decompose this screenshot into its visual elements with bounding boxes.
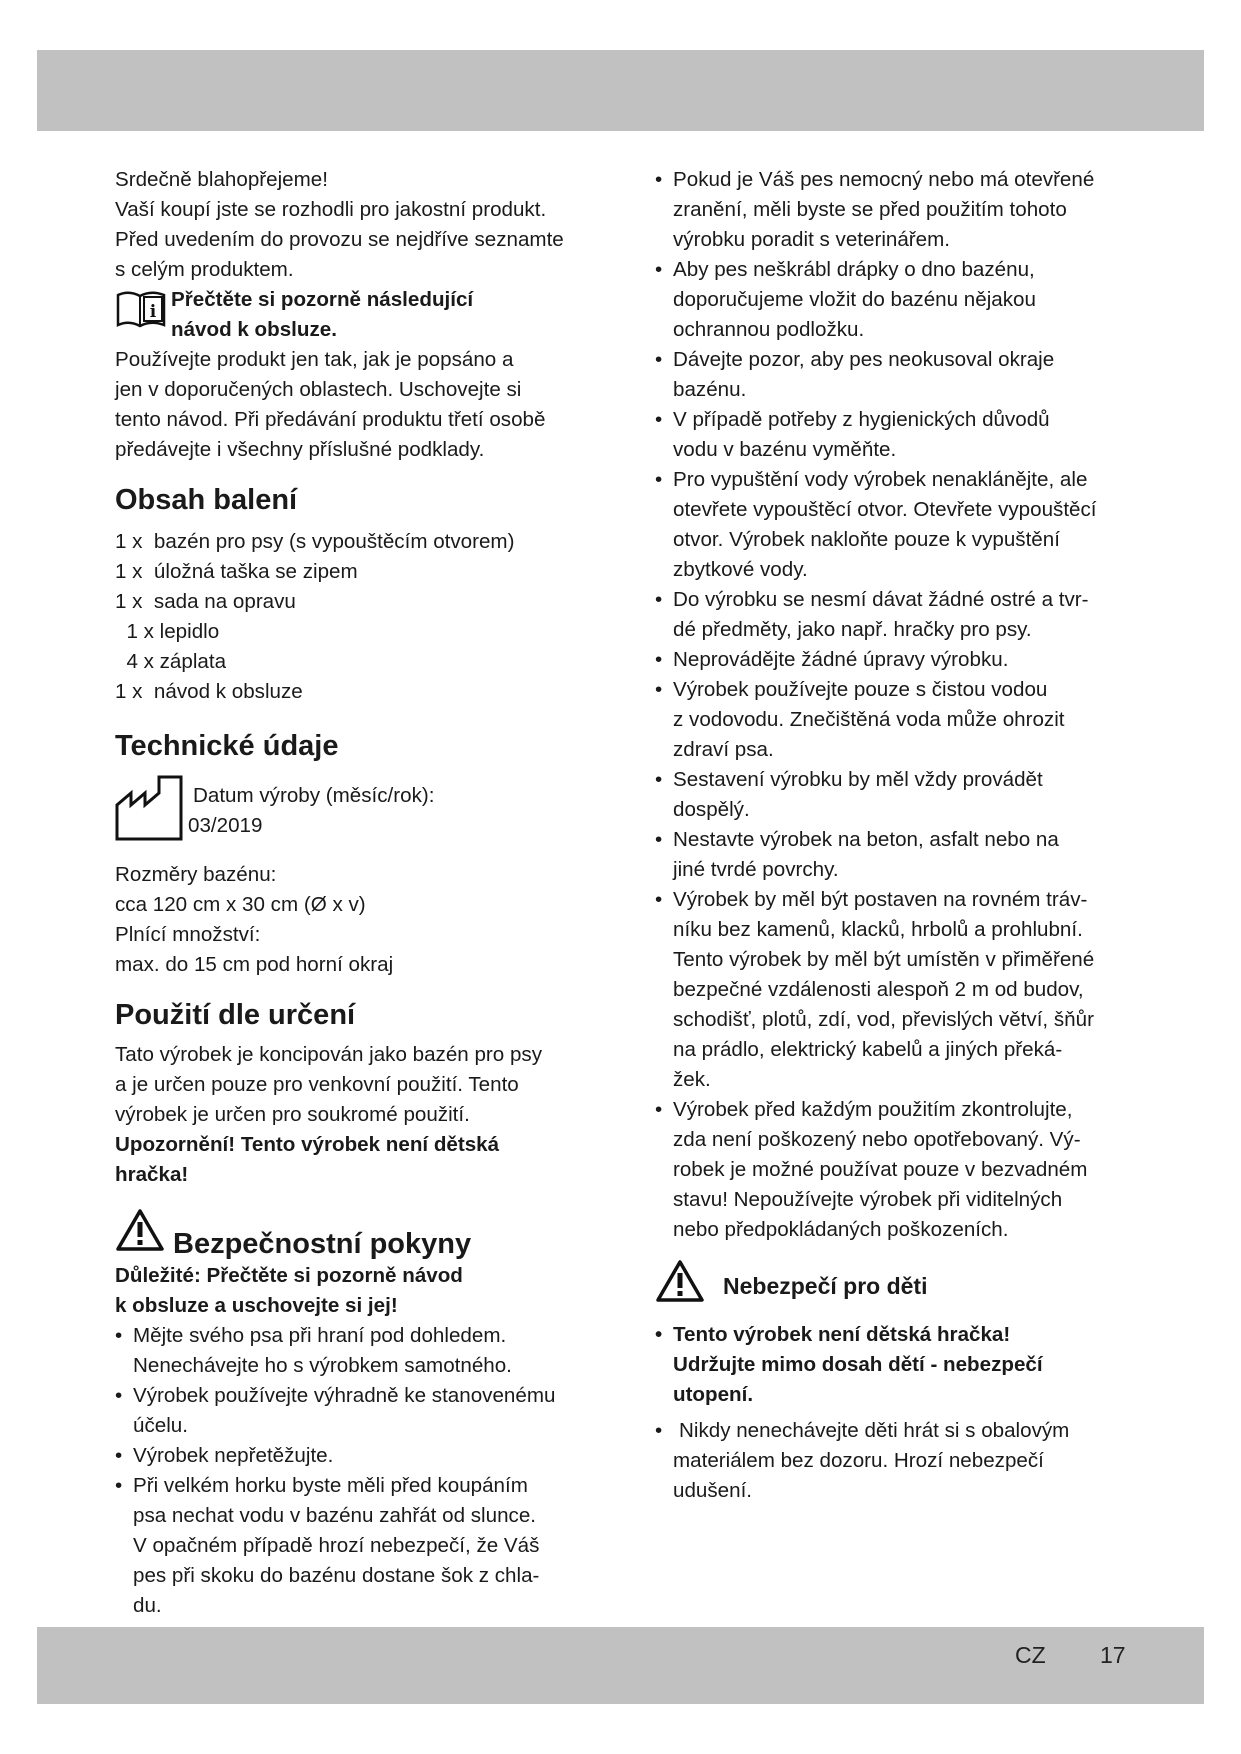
- bullet-line: Při velkém horku byste měli před koupáním: [133, 1474, 528, 1497]
- bullet-line: udušení.: [673, 1479, 753, 1502]
- safety-bullet: • Dávejte pozor, aby pes neokusoval okraje bazénu.: [655, 345, 1127, 405]
- bullet-line: jiné tvrdé povrchy.: [673, 858, 839, 881]
- safety-bullet: • Mějte svého psa při hraní pod dohledem. Nenechávejte ho s výrobkem samotného.: [115, 1321, 605, 1381]
- safety-bullet: • Pokud je Váš pes nemocný nebo má otevřené zranění, měli byste se před použitím tohoto výrobku poradit s veterinářem.: [655, 165, 1127, 255]
- usage-line: tento návod. Při předávání produktu třetí osobě: [115, 408, 546, 431]
- bullet-line: psa nechat vodu v bazénu zahřát od slunce.: [133, 1504, 536, 1527]
- manufacture-date: [115, 775, 605, 850]
- use-line: Tato výrobek je koncipován jako bazén pro psy: [115, 1043, 542, 1066]
- safety-bullet: • Výrobek by měl být postaven na rovném tráv- níku bez kamenů, klacků, hrbolů a prohlubní. Tento výrobek by měl být umístěn v přiměřené bezpečné vzdálenosti alespoň 2 m od budov, schodišť, plotů, zdí, vod, převislých větví, šňůr na prádlo, elektrický kabelů a jiných překá- žek.: [655, 885, 1127, 1095]
- safety-bullet: • Výrobek používejte výhradně ke stanovenému účelu.: [115, 1381, 605, 1441]
- bullet-line: otvor. Výrobek nakloňte pouze k vypuštění: [673, 528, 1060, 551]
- manufacture-date-icon: [115, 775, 183, 850]
- children-bullet: • Nikdy nenechávejte děti hrát si s obalovým materiálem bez dozoru. Hrozí nebezpečí udušení.: [655, 1416, 1127, 1506]
- bullet-line: Do výrobku se nesmí dávat žádné ostré a tvr-: [673, 588, 1089, 611]
- bullet-line: utopení.: [673, 1383, 754, 1406]
- bullet-line: zda není poškozený nebo opotřebovaný. Vý-: [673, 1128, 1081, 1151]
- bullet-line: Výrobek nepřetěžujte.: [133, 1444, 334, 1467]
- bullet-line: vodu v bazénu vyměňte.: [673, 438, 897, 461]
- bullet-line: pes při skoku do bazénu dostane šok z chla-: [133, 1564, 540, 1587]
- bullet-line: nebo předpokládaných poškozeních.: [673, 1218, 1009, 1241]
- bullet-line: du.: [133, 1594, 162, 1617]
- bullet-line: z vodovodu. Znečištěná voda může ohrozit: [673, 708, 1065, 731]
- usage-line: jen v doporučených oblastech. Uschovejte si: [115, 378, 522, 401]
- bullet-line: robek je možné používat pouze v bezvadném: [673, 1158, 1088, 1181]
- bullet-line: bezpečné vzdálenosti alespoň 2 m od budov,: [673, 978, 1084, 1001]
- bullet-line: schodišť, plotů, zdí, vod, převislých větví, šňůr: [673, 1008, 1094, 1031]
- mfg-label: Datum výroby (měsíc/rok):: [193, 784, 435, 807]
- bullet-line: Neprovádějte žádné úpravy výrobku.: [673, 648, 1009, 671]
- bullet-line: Výrobek by měl být postaven na rovném tráv-: [673, 888, 1088, 911]
- contents-item: 1 x bazén pro psy (s vypouštěcím otvorem): [115, 530, 515, 553]
- section-title-children: Nebezpečí pro děti: [723, 1272, 928, 1299]
- bullet-line: žek.: [673, 1068, 711, 1091]
- intro-line: s celým produktem.: [115, 258, 294, 281]
- bullet-line: bazénu.: [673, 378, 747, 401]
- bullet-line: Sestavení výrobku by měl vždy provádět: [673, 768, 1043, 791]
- bullet-line: doporučujeme vložit do bazénu nějakou: [673, 288, 1036, 311]
- bullet-line: V případě potřeby z hygienických důvodů: [673, 408, 1050, 431]
- safety-bullet: • Aby pes neškrábl drápky o dno bazénu, doporučujeme vložit do bazénu nějakou ochrannou podložku.: [655, 255, 1127, 345]
- intro-line: Srdečně blahopřejeme!: [115, 168, 328, 191]
- safety-bullet: • Při velkém horku byste měli před koupáním psa nechat vodu v bazénu zahřát od slunce. V opačném případě hrozí nebezpečí, že Váš pes při skoku do bazénu dostane šok z chla- du.: [115, 1471, 605, 1621]
- bullet-line: dé předměty, jako např. hračky pro psy.: [673, 618, 1032, 641]
- bullet-line: otevřete vypouštěcí otvor. Otevřete vypouštěcí: [673, 498, 1097, 521]
- safety-bullet: • Neprovádějte žádné úpravy výrobku.: [655, 645, 1127, 675]
- bullet-line: zbytkové vody.: [673, 558, 808, 581]
- contents-item: 1 x sada na opravu: [115, 590, 296, 613]
- safety-heading: [115, 1208, 605, 1261]
- tech-line: cca 120 cm x 30 cm (Ø x v): [115, 893, 366, 916]
- safety-bullet: • Do výrobku se nesmí dávat žádné ostré a tvr- dé předměty, jako např. hračky pro psy.: [655, 585, 1127, 645]
- tech-line: Plnící množství:: [115, 923, 261, 946]
- section-title-contents: Obsah balení: [115, 484, 298, 516]
- bullet-line: Aby pes neškrábl drápky o dno bazénu,: [673, 258, 1035, 281]
- safety-bullet: • Pro vypuštění vody výrobek nenaklánějte, ale otevřete vypouštěcí otvor. Otevřete vypouštěcí otvor. Výrobek nakloňte pouze k vypuštění zbytkové vody.: [655, 465, 1127, 585]
- usage-line: předávejte i všechny příslušné podklady.: [115, 438, 485, 461]
- page-number: 17: [1100, 1642, 1126, 1668]
- section-title-safety: Bezpečnostní pokyny: [173, 1228, 472, 1260]
- use-warning: Upozornění! Tento výrobek není dětská: [115, 1133, 500, 1156]
- tech-line: max. do 15 cm pod horní okraj: [115, 953, 394, 976]
- bullet-line: výrobku poradit s veterinářem.: [673, 228, 950, 251]
- safety-bullet: • Výrobek před každým použitím zkontrolujte, zda není poškozený nebo opotřebovaný. Vý- robek je možné používat pouze v bezvadném stavu! Nepoužívejte výrobek při viditelných nebo předpokládaných poškozeních.: [655, 1095, 1127, 1245]
- notice-text: Přečtěte si pozorně následující: [171, 288, 474, 311]
- svg-text:i: i: [149, 302, 157, 322]
- safety-bullet: • Sestavení výrobku by měl vždy provádět dospělý.: [655, 765, 1127, 825]
- bullet-line: stavu! Nepoužívejte výrobek při viditelných: [673, 1188, 1063, 1211]
- important-line: k obsluze a uschovejte si jej!: [115, 1294, 398, 1317]
- safety-bullet: • V případě potřeby z hygienických důvodů vodu v bazénu vyměňte.: [655, 405, 1127, 465]
- warning-triangle-icon: [115, 1208, 165, 1261]
- mfg-value: 03/2019: [188, 814, 263, 837]
- section-title-tech: Technické údaje: [115, 730, 339, 762]
- contents-item: 4 x záplata: [115, 650, 227, 673]
- read-manual-notice: [115, 285, 605, 345]
- bullet-line: Tento výrobek by měl být umístěn v přiměřené: [673, 948, 1095, 971]
- safety-bullet: • Výrobek používejte pouze s čistou vodou z vodovodu. Znečištěná voda může ohrozit zdraví psa.: [655, 675, 1127, 765]
- bullet-line: Dávejte pozor, aby pes neokusoval okraje: [673, 348, 1055, 371]
- tech-line: Rozměry bazénu:: [115, 863, 277, 886]
- intro-line: Před uvedením do provozu se nejdříve seznamte: [115, 228, 564, 251]
- bullet-line: ochrannou podložku.: [673, 318, 865, 341]
- right-column: [655, 165, 1127, 1506]
- bullet-line: Pokud je Váš pes nemocný nebo má otevřené: [673, 168, 1095, 191]
- intro-line: Vaší koupí jste se rozhodli pro jakostní produkt.: [115, 198, 547, 221]
- bullet-line: Výrobek před každým použitím zkontrolujte,: [673, 1098, 1073, 1121]
- bullet-line: zdraví psa.: [673, 738, 774, 761]
- bullet-line: dospělý.: [673, 798, 750, 821]
- use-line: a je určen pouze pro venkovní použití. Tento: [115, 1073, 519, 1096]
- bullet-line: materiálem bez dozoru. Hrozí nebezpečí: [673, 1449, 1044, 1472]
- safety-bullet: • Výrobek nepřetěžujte.: [115, 1441, 605, 1471]
- info-book-icon: [115, 285, 167, 342]
- section-title-use: Použití dle určení: [115, 999, 356, 1031]
- bullet-line: Udržujte mimo dosah dětí - nebezpečí: [673, 1353, 1043, 1376]
- bullet-line: Výrobek používejte pouze s čistou vodou: [673, 678, 1048, 701]
- bullet-line: zranění, měli byste se před použitím tohoto: [673, 198, 1067, 221]
- use-line: výrobek je určen pro soukromé použití.: [115, 1103, 470, 1126]
- use-warning: hračka!: [115, 1163, 189, 1186]
- bullet-line: Pro vypuštění vody výrobek nenaklánějte, ale: [673, 468, 1088, 491]
- header-band: [37, 50, 1204, 131]
- warning-triangle-icon: [655, 1259, 705, 1312]
- footer-language: CZ: [1015, 1642, 1046, 1668]
- contents-item: 1 x lepidlo: [115, 620, 220, 643]
- notice-text: návod k obsluze.: [171, 318, 337, 341]
- bullet-line: Výrobek používejte výhradně ke stanovenému: [133, 1384, 556, 1407]
- bullet-line: V opačném případě hrozí nebezpečí, že Váš: [133, 1534, 540, 1557]
- children-heading: [655, 1259, 1127, 1312]
- bullet-line: na prádlo, elektrický kabelů a jiných překá-: [673, 1038, 1063, 1061]
- left-column: [115, 165, 605, 1621]
- contents-item: 1 x návod k obsluze: [115, 680, 303, 703]
- safety-bullet: • Nestavte výrobek na beton, asfalt nebo na jiné tvrdé povrchy.: [655, 825, 1127, 885]
- bullet-line: níku bez kamenů, klacků, hrbolů a prohlubní.: [673, 918, 1083, 941]
- bullet-line: Nestavte výrobek na beton, asfalt nebo na: [673, 828, 1059, 851]
- important-line: Důležité: Přečtěte si pozorně návod: [115, 1264, 463, 1287]
- bullet-line: účelu.: [133, 1414, 188, 1437]
- bullet-line: Nenechávejte ho s výrobkem samotného.: [133, 1354, 512, 1377]
- bullet-line: Nikdy nenechávejte děti hrát si s obalovým: [679, 1419, 1070, 1442]
- usage-line: Používejte produkt jen tak, jak je popsáno a: [115, 348, 514, 371]
- contents-item: 1 x úložná taška se zipem: [115, 560, 358, 583]
- bullet-line: Tento výrobek není dětská hračka!: [673, 1323, 1011, 1346]
- children-bullet: • Tento výrobek není dětská hračka! Udržujte mimo dosah dětí - nebezpečí utopení.: [655, 1320, 1127, 1410]
- bullet-line: Mějte svého psa při hraní pod dohledem.: [133, 1324, 507, 1347]
